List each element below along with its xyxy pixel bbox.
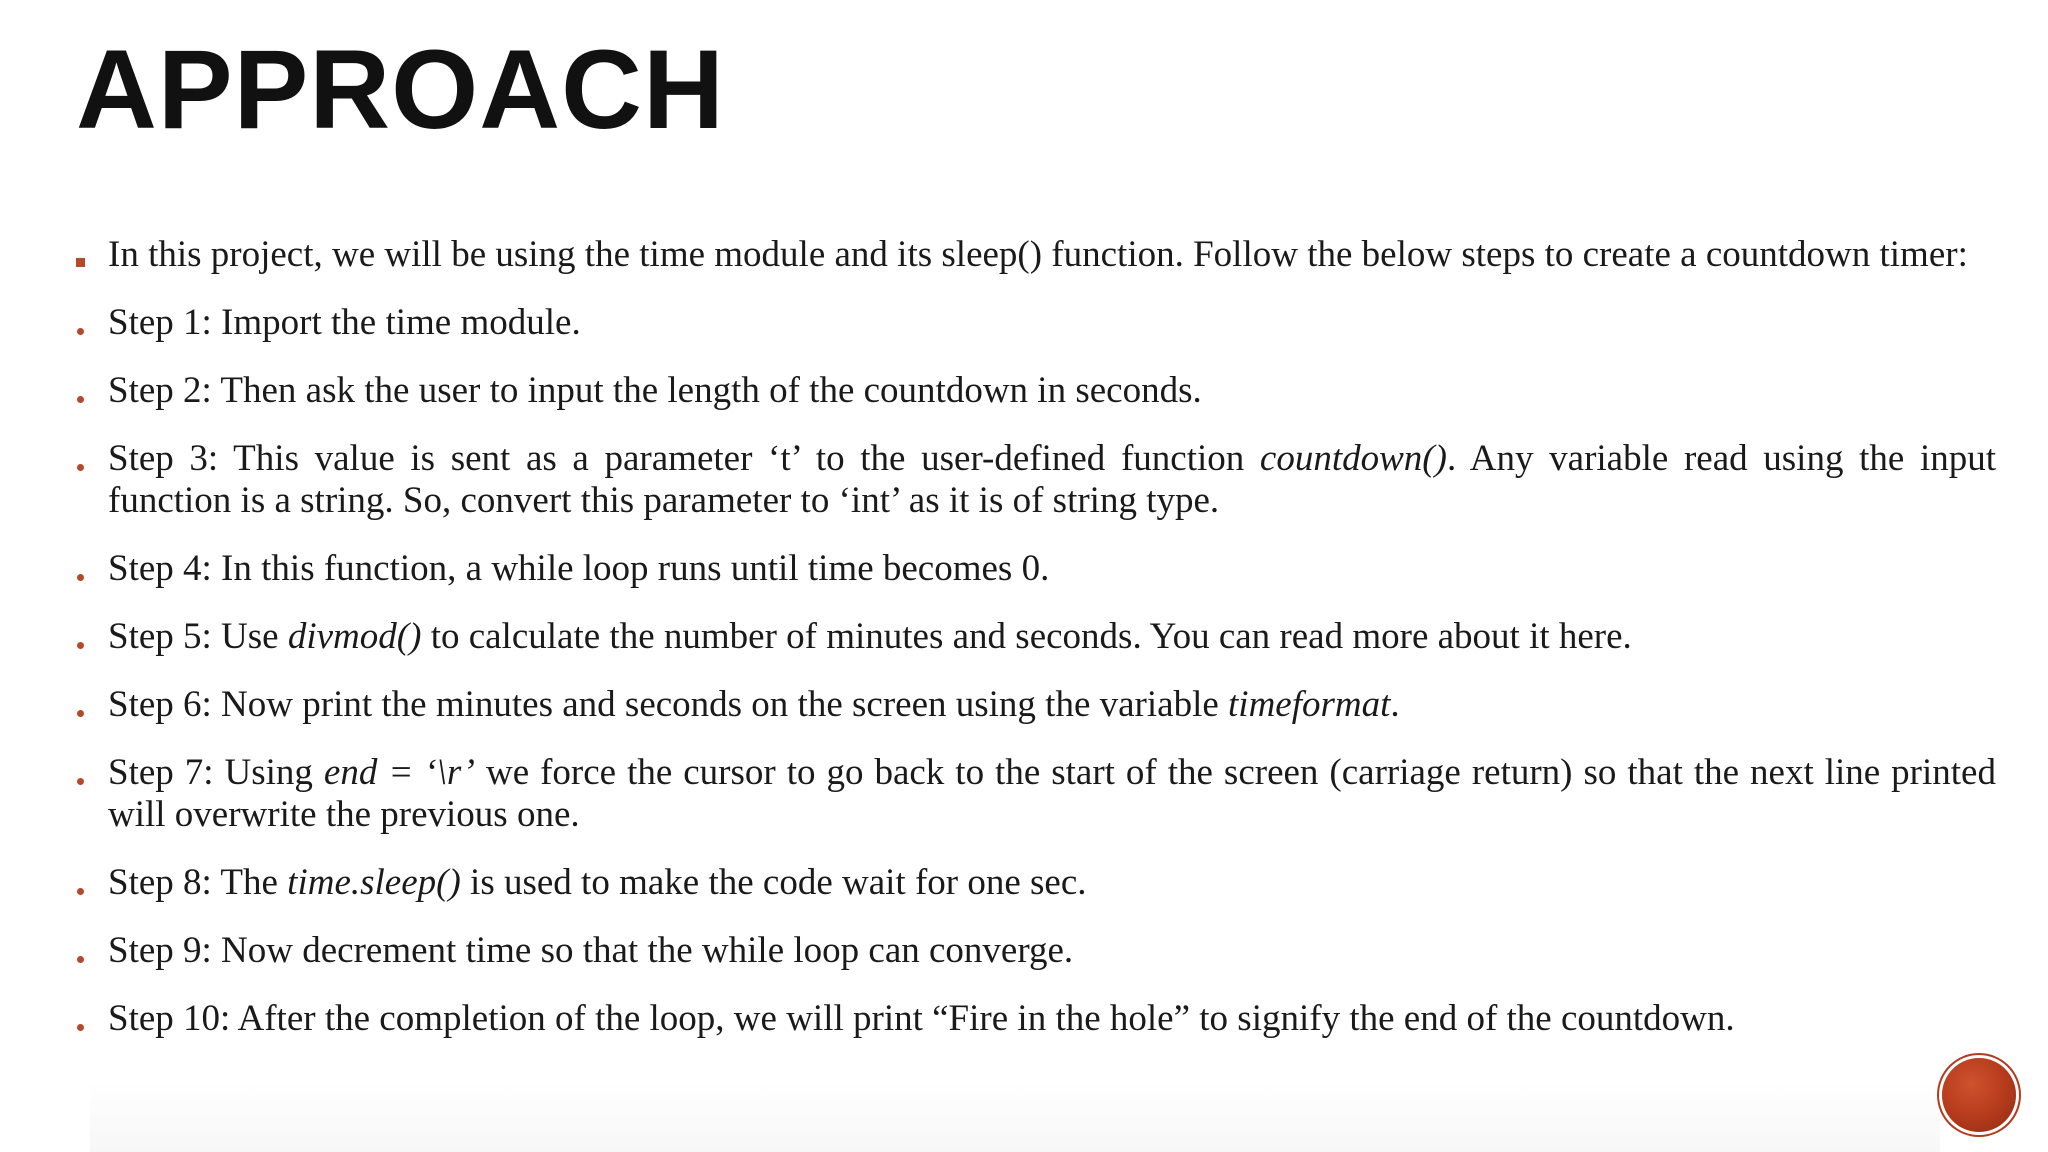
bullet-text (108, 930, 1073, 971)
bullet-text (108, 752, 1996, 835)
bullet-item (76, 302, 1996, 344)
dot-bullet-icon (76, 752, 96, 794)
bullet-text-segment: Step 6: Now print the minutes and seconds on the screen using the variable (108, 684, 1229, 725)
bullet-text-italic: divmod() (287, 616, 422, 657)
bullet-text-segment: Step 10: After the completion of the loop, we will print “Fire in the hole” to signify the end of the countdown. (108, 998, 1735, 1039)
bullet-text (108, 616, 1632, 657)
dot-bullet-icon (76, 684, 96, 726)
dot-bullet-icon (76, 930, 96, 972)
bullet-item (76, 616, 1996, 658)
bottom-fade (90, 1080, 1940, 1152)
bullet-text (108, 998, 1735, 1039)
bullet-text-segment: Step 8: The (108, 862, 288, 903)
dot-bullet-icon (76, 616, 96, 658)
bullet-item (76, 438, 1996, 522)
bullet-text (108, 862, 1087, 903)
bullet-text-segment: . Any variable read using the input function is a string. So, convert this parameter to ‘int’ as it is of string type. (108, 438, 1997, 521)
dot-bullet-icon (76, 548, 96, 590)
slide-nav-button[interactable] (1942, 1058, 2016, 1132)
dot-bullet-icon (76, 998, 96, 1040)
bullet-text-segment: we force the cursor to go back to the start of the screen (carriage return) so that the next line printed will overwrite the previous one. (108, 752, 1996, 835)
square-bullet-icon (76, 234, 96, 276)
dot-bullet-icon (76, 302, 96, 344)
dot-bullet-icon (76, 370, 96, 412)
bullet-text-segment: Step 1: Import the time module. (108, 302, 581, 343)
bullet-item (76, 370, 1996, 412)
bullet-text-segment: Step 3: This value is sent as a parameter ‘t’ to the user-defined function (108, 438, 1260, 479)
bullet-item (76, 862, 1996, 904)
bullet-text-italic: timeformat (1228, 684, 1391, 725)
bullet-text (108, 438, 1996, 521)
slide-title: APPROACH (76, 27, 725, 152)
bullet-text-segment: to calculate the number of minutes and seconds. You can read more about it here. (421, 616, 1632, 657)
bullet-text-segment: In this project, we will be using the time module and its sleep() function. Follow the below steps to create a countdown timer: (108, 234, 1968, 275)
bullet-item (76, 998, 1996, 1040)
bullet-text (108, 548, 1049, 589)
bullet-item (76, 548, 1996, 590)
bullet-text-segment: Step 4: In this function, a while loop runs until time becomes 0. (108, 548, 1050, 589)
bullet-text (108, 684, 1400, 725)
bullet-text-segment: Step 7: Using (108, 752, 324, 793)
dot-bullet-icon (76, 438, 96, 480)
bullet-item (76, 930, 1996, 972)
bullet-text-italic: countdown() (1259, 438, 1447, 479)
bullet-text-segment: Step 2: Then ask the user to input the length of the countdown in seconds. (108, 370, 1202, 411)
bullet-item (76, 234, 1996, 276)
bullet-text (108, 234, 1968, 275)
dot-bullet-icon (76, 862, 96, 904)
bullet-item (76, 684, 1996, 726)
bullet-text-segment: Step 9: Now decrement time so that the while loop can converge. (108, 930, 1074, 971)
bullet-text-italic: end = ‘\r’ (323, 752, 475, 793)
bullet-text-segment: . (1390, 684, 1400, 725)
bullet-text (108, 302, 581, 343)
bullet-list (76, 234, 1996, 1066)
bullet-text-italic: time.sleep() (287, 862, 461, 903)
bullet-text-segment: is used to make the code wait for one sec. (460, 862, 1087, 903)
bullet-text (108, 370, 1202, 411)
bullet-item (76, 752, 1996, 836)
bullet-text-segment: Step 5: Use (108, 616, 288, 657)
